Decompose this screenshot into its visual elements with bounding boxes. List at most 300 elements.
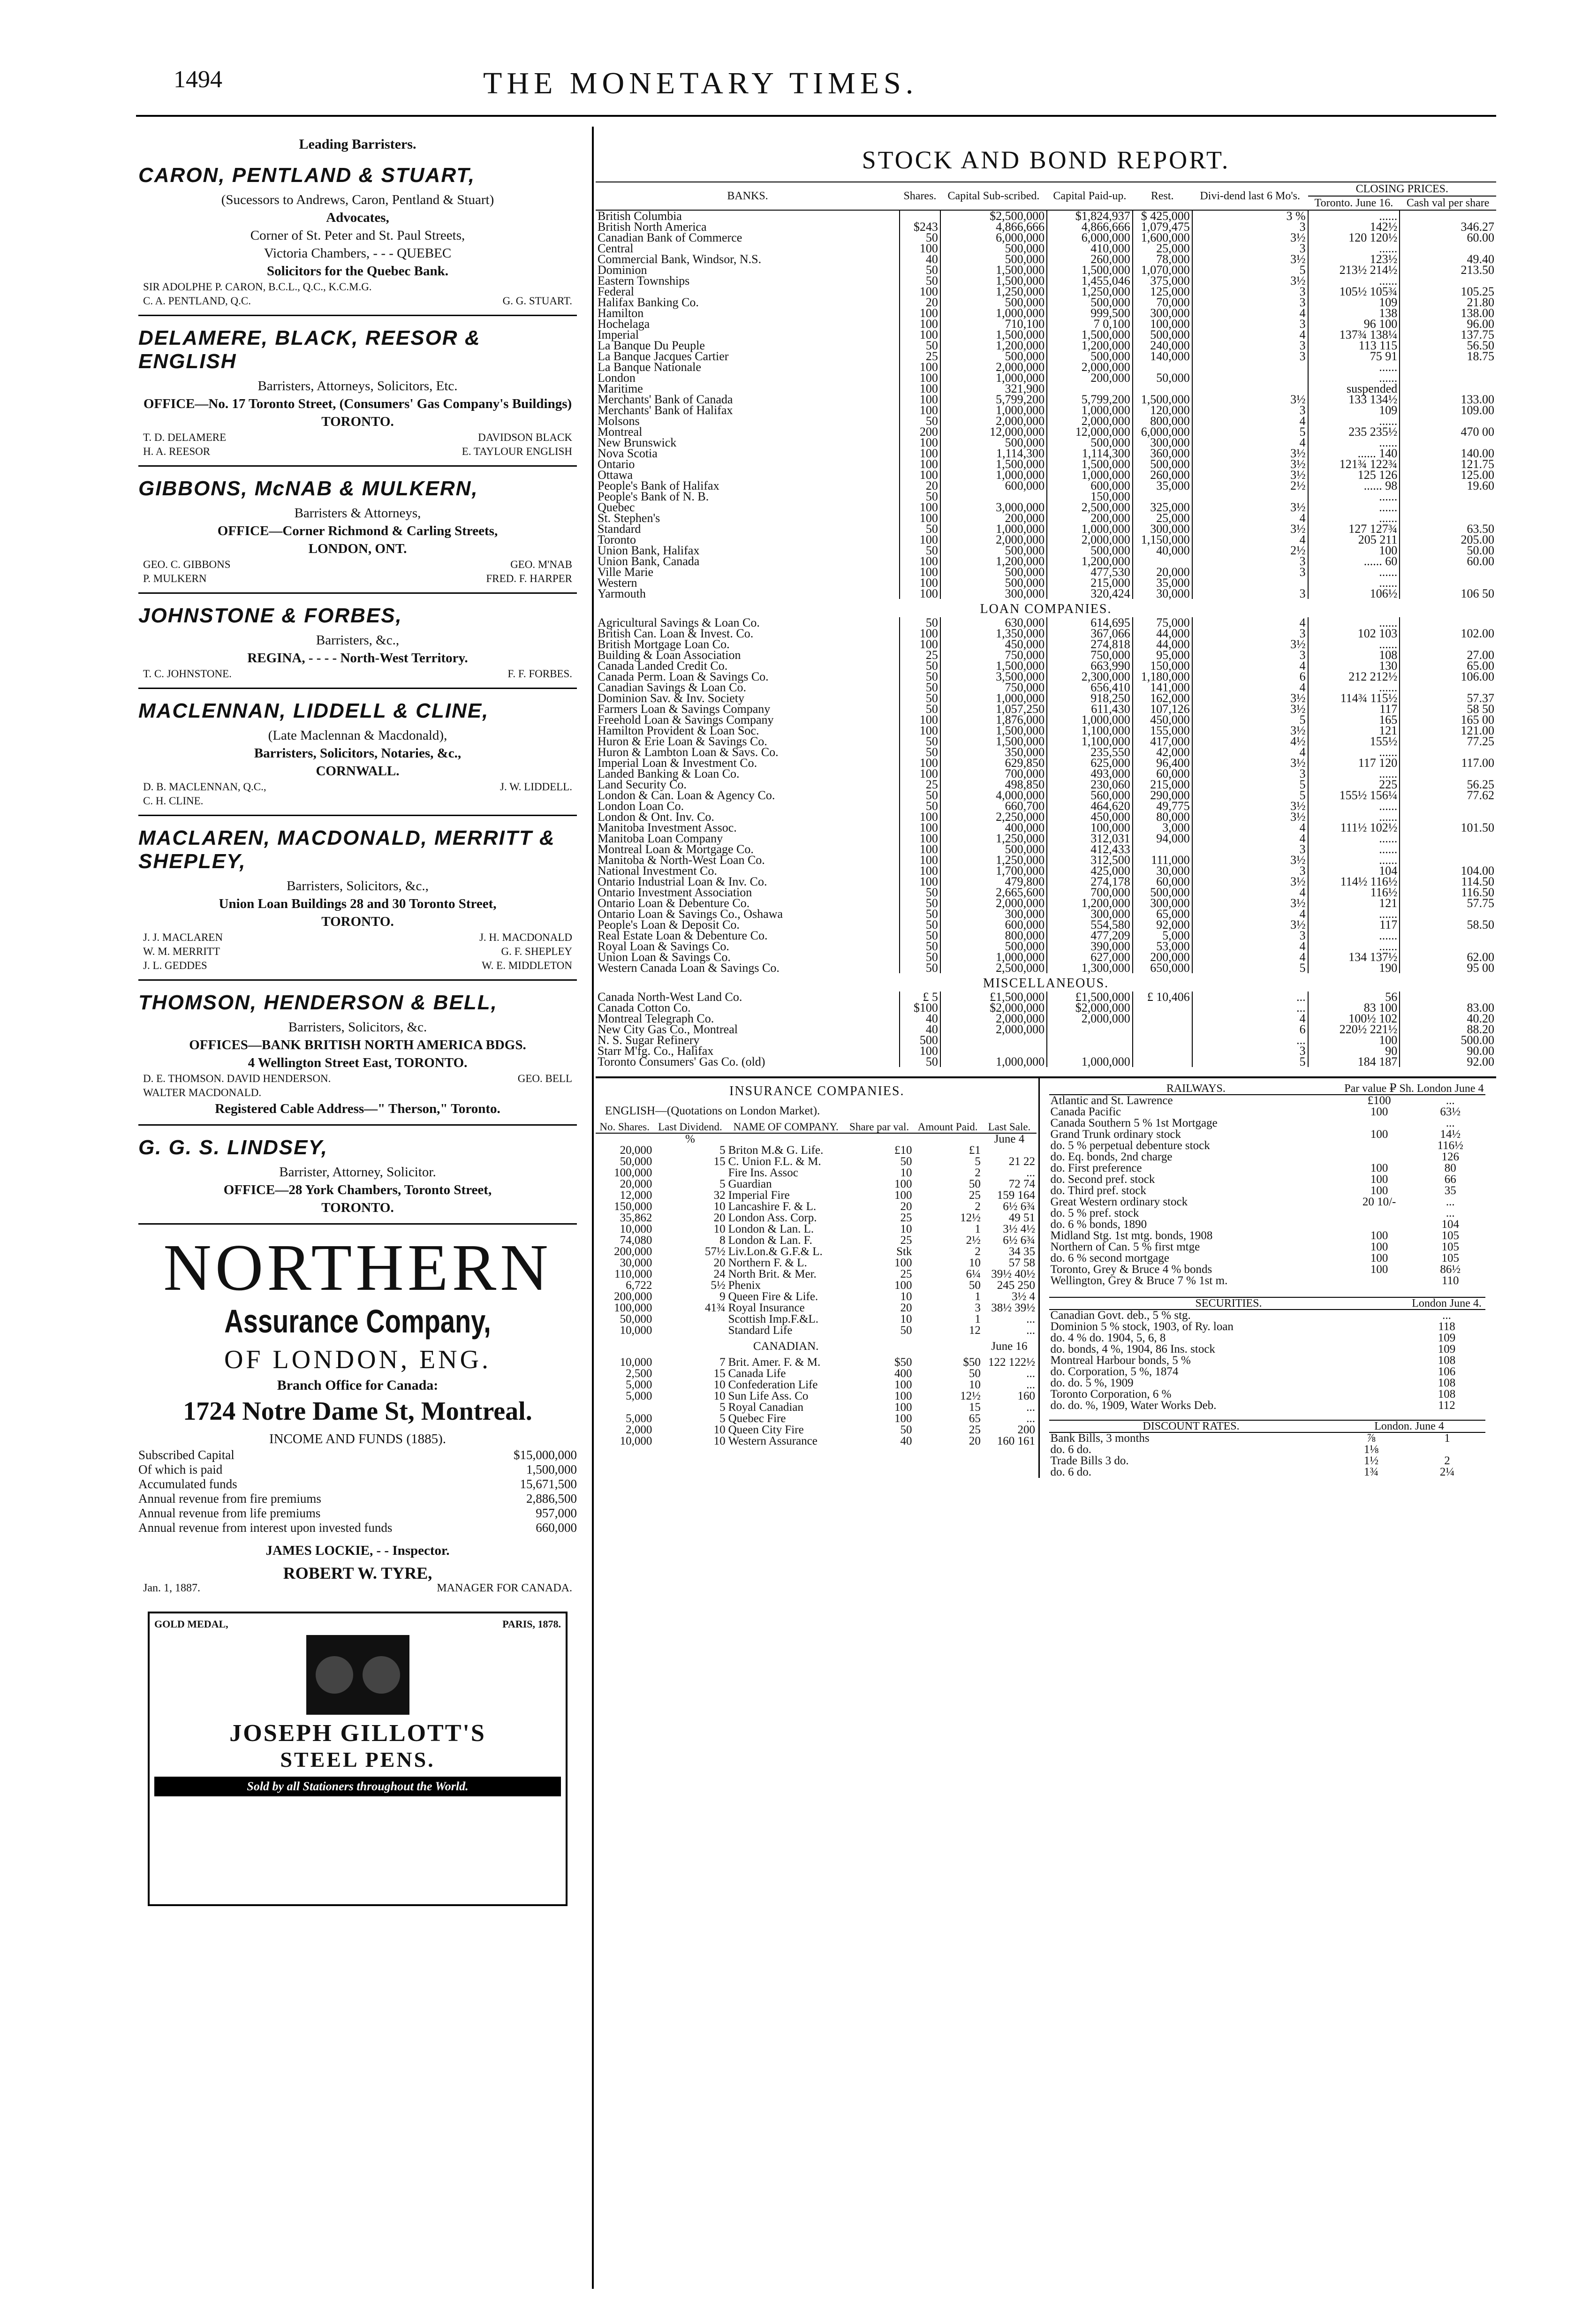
table-cell: 7 0,100	[1047, 318, 1133, 329]
table-cell: 116½	[1437, 1139, 1463, 1152]
table-cell: do. 6 do.	[1050, 1443, 1092, 1456]
table-cell: 750,000	[940, 650, 1047, 660]
table-cell: ...	[1192, 1035, 1308, 1045]
table-cell: 3	[1192, 650, 1308, 660]
insurance-row	[596, 1413, 1037, 1424]
table-cell	[653, 1314, 727, 1325]
table-cell: 117	[1308, 704, 1400, 714]
table-cell: 20	[900, 480, 940, 491]
table-cell: 320,424	[1047, 588, 1133, 599]
table-cell: 1,250,000	[940, 833, 1047, 844]
table-cell: 137.75	[1400, 329, 1496, 340]
table-cell: 100	[894, 1390, 912, 1402]
table-cell: 5	[1192, 962, 1308, 973]
table-cell: 58 50	[1400, 704, 1496, 714]
railway-row	[1049, 1106, 1485, 1118]
table-cell: ...... 60	[1308, 556, 1400, 567]
table-cell: 160 161	[997, 1435, 1035, 1447]
table-cell: 50	[969, 1279, 981, 1292]
table-cell: 100,000	[1047, 822, 1133, 833]
fund-value: $15,000,000	[514, 1448, 577, 1462]
canadian-title: CANADIAN.	[753, 1340, 819, 1353]
partner-row	[138, 1072, 577, 1086]
table-cell: 500,000	[1047, 437, 1133, 448]
table-cell: 25,000	[1133, 243, 1192, 254]
pct-sign: %	[685, 1133, 695, 1145]
table-cell: 50	[900, 898, 940, 908]
table-cell: 100	[894, 1279, 912, 1292]
table-cell	[1400, 801, 1496, 811]
discount-row	[1049, 1467, 1485, 1478]
table-cell: 50	[900, 491, 940, 502]
table-cell: 1,000,000	[1047, 469, 1133, 480]
table-cell: 417,000	[1133, 736, 1192, 747]
table-cell: 44,000	[1133, 639, 1192, 650]
misc-row	[596, 1024, 1496, 1035]
table-cell: Standard Life	[728, 1324, 793, 1337]
fund-value: 15,671,500	[520, 1477, 577, 1491]
table-cell: 2	[1444, 1454, 1450, 1467]
table-cell: 390,000	[1047, 941, 1133, 952]
loan-row	[596, 855, 1496, 865]
table-cell: 2½	[966, 1234, 981, 1247]
railway-row	[1049, 1118, 1485, 1129]
table-cell: 101.50	[1400, 822, 1496, 833]
table-cell: 500,000	[940, 297, 1047, 308]
table-cell: 88.20	[1400, 1024, 1496, 1035]
table-cell: 3	[1192, 768, 1308, 779]
partner-name: G. F. SHEPLEY	[501, 946, 572, 957]
insurance-row	[596, 1357, 1037, 1368]
table-cell: 2½	[1192, 545, 1308, 556]
table-cell: London Ass. Corp.	[728, 1211, 817, 1224]
table-cell: 4	[1192, 682, 1308, 693]
table-cell	[1343, 1151, 1415, 1163]
table-cell: 4,866,666	[940, 221, 1047, 232]
table-cell: 114.50	[1400, 876, 1496, 887]
table-cell: 1,100,000	[1047, 725, 1133, 736]
insurance-row	[596, 1145, 1037, 1156]
table-cell: 86½	[1440, 1263, 1461, 1276]
table-cell: Landed Banking & Loan Co.	[598, 767, 740, 780]
table-cell: 5	[719, 1401, 726, 1414]
table-cell: 400	[894, 1367, 912, 1380]
table-cell: Montreal Loan & Mortgage Co.	[598, 842, 754, 856]
table-cell: 20 10/-	[1362, 1196, 1396, 1208]
partner-name: P. MULKERN	[143, 573, 207, 584]
fund-row	[138, 1462, 577, 1477]
table-cell: 57 58	[1008, 1257, 1035, 1269]
table-cell: 477,530	[1047, 567, 1133, 577]
table-cell: 425,000	[1047, 865, 1133, 876]
bank-row	[596, 556, 1496, 567]
table-cell: £1,500,000	[1047, 992, 1133, 1002]
table-cell: 121	[1308, 725, 1400, 736]
table-cell: 141,000	[1133, 682, 1192, 693]
table-cell: 106½	[1308, 588, 1400, 599]
table-cell: 66	[1444, 1173, 1456, 1186]
table-cell: do. 5 % pref. stock	[1050, 1207, 1139, 1219]
table-cell: 96,400	[1133, 757, 1192, 768]
table-cell: 100	[900, 865, 940, 876]
firm-line: OFFICE—Corner Richmond & Carling Streets,	[217, 523, 498, 538]
table-cell: 3	[1192, 1045, 1308, 1056]
table-cell: 50	[900, 523, 940, 534]
insurance-row	[596, 1368, 1037, 1379]
table-cell: 50	[969, 1367, 981, 1380]
firm-name: JOHNSTONE & FORBES,	[138, 604, 402, 627]
table-cell: Toronto	[598, 533, 636, 546]
northern-name: NORTHERN	[163, 1230, 552, 1304]
table-cell: 213.50	[1400, 265, 1496, 275]
table-cell: ......	[1308, 844, 1400, 855]
table-cell: 1,000,000	[940, 469, 1047, 480]
table-cell: 3½ 4	[1012, 1290, 1035, 1303]
security-row	[1049, 1400, 1485, 1411]
insurance-row	[596, 1325, 1037, 1336]
table-cell: 100	[894, 1178, 912, 1190]
stock-report-title: STOCK AND BOND REPORT.	[862, 146, 1230, 174]
table-cell: 1,600,000	[1133, 232, 1192, 243]
table-cell: 498,850	[940, 779, 1047, 790]
table-cell: 10,000	[620, 1223, 652, 1235]
security-row	[1049, 1389, 1485, 1400]
table-cell	[1343, 1140, 1415, 1151]
partner-name: E. TAYLOUR ENGLISH	[462, 446, 572, 457]
table-cell: 100	[900, 437, 940, 448]
table-cell: 1,150,000	[1133, 534, 1192, 545]
table-cell: 25	[900, 351, 940, 362]
partner-row	[138, 959, 577, 973]
table-cell: 100	[900, 725, 940, 736]
table-cell: 3	[1192, 405, 1308, 416]
table-cell: 3	[1192, 351, 1308, 362]
northern-city: OF LONDON, ENG.	[224, 1345, 492, 1374]
table-cell: 412,433	[1047, 844, 1133, 855]
table-cell: 6½ 6¾	[1003, 1234, 1035, 1247]
security-row	[1049, 1321, 1485, 1332]
table-cell: 3	[1192, 297, 1308, 308]
table-cell: Canadian Bank of Commerce	[598, 231, 742, 244]
table-cell: People's Bank of N. B.	[598, 490, 709, 503]
table-cell: ...	[1026, 1367, 1035, 1380]
table-cell: 500,000	[1133, 459, 1192, 469]
table-cell: 100,000	[614, 1166, 652, 1179]
table-cell: 3,000,000	[940, 502, 1047, 513]
table-cell: C. Union F.L. & M.	[728, 1155, 821, 1168]
partner-name: GEO. M'NAB	[510, 559, 572, 570]
table-cell: 629,850	[940, 757, 1047, 768]
table-cell: 5,799,200	[1047, 394, 1133, 405]
table-cell: 100	[900, 513, 940, 523]
table-cell: 200,000	[1047, 372, 1133, 383]
table-cell: 230,060	[1047, 779, 1133, 790]
table-cell: 150,000	[1047, 491, 1133, 502]
table-cell: 50	[900, 736, 940, 747]
table-cell: 100	[900, 588, 940, 599]
fund-value: 1,500,000	[526, 1462, 577, 1476]
table-cell	[1343, 1275, 1415, 1287]
table-cell: ......	[1308, 577, 1400, 588]
table-cell: 5	[1192, 265, 1308, 275]
table-cell: 49 51	[1008, 1211, 1035, 1224]
bank-row	[596, 577, 1496, 588]
table-cell: ......	[1308, 682, 1400, 693]
table-cell: 21 22	[1008, 1155, 1035, 1168]
table-cell: 6,000,000	[1133, 426, 1192, 437]
firm-line: Barristers, Solicitors, &c.,	[287, 878, 429, 893]
table-cell: La Banque Nationale	[598, 360, 701, 374]
table-cell: 1,350,000	[940, 628, 1047, 639]
table-cell: Brit. Amer. F. & M.	[728, 1356, 821, 1369]
table-cell: 3	[1192, 556, 1308, 567]
insurance-row	[596, 1257, 1037, 1269]
security-row	[1049, 1355, 1485, 1366]
table-cell: 3	[1192, 221, 1308, 232]
table-cell: 1,200,000	[1047, 898, 1133, 908]
table-cell: 2,250,000	[940, 811, 1047, 822]
insurance-row	[596, 1402, 1037, 1413]
table-cell: New Brunswick	[598, 436, 677, 449]
table-cell: Huron & Lambton Loan & Savs. Co.	[598, 745, 779, 759]
table-cell	[596, 1402, 653, 1413]
firm-line: Victoria Chambers, - - - QUEBEC	[264, 246, 452, 261]
insurance-row	[596, 1269, 1037, 1280]
table-cell: 500,000	[940, 844, 1047, 855]
loan-row	[596, 930, 1496, 941]
table-cell: Stk	[896, 1245, 912, 1258]
table-cell: 62.00	[1400, 952, 1496, 962]
misc-row	[596, 1035, 1496, 1045]
table-cell: 200,000	[940, 513, 1047, 523]
table-cell: ...	[1026, 1324, 1035, 1337]
firm-line: REGINA, - - - - North-West Territory.	[247, 651, 468, 666]
table-cell: 125 126	[1308, 469, 1400, 480]
table-cell: 100	[894, 1412, 912, 1425]
barrister-card	[138, 694, 577, 816]
table-cell: 109	[1308, 297, 1400, 308]
discount-row	[1049, 1455, 1485, 1467]
table-cell	[1400, 567, 1496, 577]
table-cell: 12½	[960, 1390, 981, 1402]
table-cell: 10	[713, 1435, 726, 1447]
table-cell: La Banque Du Peuple	[598, 339, 705, 352]
table-cell: 200,000	[1047, 513, 1133, 523]
table-cell: 30,000	[1133, 865, 1192, 876]
table-cell: 200	[900, 426, 940, 437]
table-cell: 1,000,000	[940, 372, 1047, 383]
insurance-row	[596, 1379, 1037, 1391]
table-cell: 1,180,000	[1133, 671, 1192, 682]
table-cell: 50	[900, 704, 940, 714]
table-cell: 138	[1308, 308, 1400, 318]
table-cell: 20	[713, 1211, 726, 1224]
table-cell: 1,700,000	[940, 865, 1047, 876]
table-cell: 1,000,000	[940, 308, 1047, 318]
table-cell: 100	[900, 329, 940, 340]
table-cell: 40	[900, 1013, 940, 1024]
table-cell: Western Canada Loan & Savings Co.	[598, 961, 780, 975]
table-cell: 500,000	[1133, 329, 1192, 340]
table-cell: 80,000	[1133, 811, 1192, 822]
table-cell: 3	[1192, 865, 1308, 876]
table-cell: 60.00	[1400, 232, 1496, 243]
table-cell: British North America	[598, 220, 707, 234]
table-cell: 30,000	[1133, 588, 1192, 599]
table-cell: 3	[1192, 628, 1308, 639]
table-cell: 1,250,000	[1047, 286, 1133, 297]
table-cell: do. 6 % second mortgage	[1050, 1252, 1169, 1264]
fund-row	[138, 1521, 577, 1535]
table-cell: Maritime	[598, 382, 643, 395]
table-cell: 650,000	[1133, 962, 1192, 973]
table-cell: 100½ 102	[1308, 1013, 1400, 1024]
barrister-card	[138, 598, 577, 689]
table-cell: 4,000,000	[940, 790, 1047, 801]
table-cell: Montreal Telegraph Co.	[598, 1012, 714, 1025]
table-cell: 96.00	[1400, 318, 1496, 329]
table-cell: 235,550	[1047, 747, 1133, 757]
table-cell: 2,500,000	[940, 962, 1047, 973]
table-cell: 1,500,000	[1047, 459, 1133, 469]
table-cell: Lancashire F. & L.	[728, 1200, 817, 1213]
firm-line: TORONTO.	[321, 414, 394, 429]
partner-row	[138, 794, 577, 808]
table-cell: 100	[900, 318, 940, 329]
table-cell: 1,000,000	[1047, 714, 1133, 725]
table-cell: 300,000	[1047, 908, 1133, 919]
partner-name: DAVIDSON BLACK	[478, 431, 572, 443]
table-cell: 50	[900, 747, 940, 757]
insurance-row	[596, 1424, 1037, 1436]
col-par-value: Par value ₽ Sh.	[1343, 1083, 1415, 1095]
table-cell: 2,000,000	[940, 362, 1047, 372]
table-cell: ......	[1308, 833, 1400, 844]
table-cell: 10	[969, 1378, 981, 1391]
table-cell: 1,057,250	[940, 704, 1047, 714]
table-cell: £ 10,406	[1133, 992, 1192, 1002]
table-cell: Northern of Can. 5 % first mtge	[1050, 1241, 1200, 1253]
barrister-list	[138, 158, 577, 1225]
table-cell	[940, 1035, 1047, 1045]
fund-row	[138, 1506, 577, 1521]
table-cell: 5,000	[626, 1412, 652, 1425]
table-cell: 111½ 102½	[1308, 822, 1400, 833]
table-cell: 162,000	[1133, 693, 1192, 704]
table-cell: 5	[719, 1144, 726, 1157]
col-rail-london: London June 4	[1415, 1083, 1485, 1095]
table-cell: 80	[1444, 1162, 1456, 1174]
barrister-card	[138, 821, 577, 981]
table-cell: 300,000	[1133, 898, 1192, 908]
table-cell: 5½	[711, 1279, 726, 1292]
table-cell: Dominion Sav. & Inv. Society	[598, 691, 744, 705]
table-cell: ......	[1308, 747, 1400, 757]
table-cell	[1133, 1002, 1192, 1013]
table-cell: 65.00	[1400, 660, 1496, 671]
table-cell: Phenix	[728, 1279, 761, 1292]
table-cell: 3	[1192, 567, 1308, 577]
table-cell: 110	[1441, 1274, 1459, 1287]
table-cell: 3½	[1192, 639, 1308, 650]
table-cell	[1192, 362, 1308, 372]
table-cell: 12,000	[620, 1189, 652, 1202]
fund-label: Annual revenue from interest upon invested funds	[138, 1521, 393, 1535]
table-cell: 1,500,000	[940, 736, 1047, 747]
table-cell: 6,000,000	[1047, 232, 1133, 243]
firm-line: Barrister, Attorney, Solicitor.	[279, 1165, 436, 1180]
table-cell: 160	[1017, 1390, 1035, 1402]
table-cell: 663,990	[1047, 660, 1133, 671]
firm-line: LONDON, ONT.	[308, 541, 407, 556]
table-cell: $2,500,000	[940, 210, 1047, 221]
table-cell: 40	[900, 1024, 940, 1035]
table-cell: Central	[598, 242, 634, 255]
table-cell: 450,000	[1047, 811, 1133, 822]
table-cell: 3	[1192, 286, 1308, 297]
table-cell: 3 %	[1192, 210, 1308, 221]
table-cell: $2,000,000	[1047, 1002, 1133, 1013]
firm-line: Barristers & Attorneys,	[294, 506, 421, 521]
table-cell: 3½	[1192, 232, 1308, 243]
table-cell: 100	[900, 362, 940, 372]
railway-row	[1049, 1095, 1485, 1106]
col-ins-company: NAME OF COMPANY.	[727, 1121, 845, 1133]
cable-address: Registered Cable Address—" Therson," Toronto.	[215, 1101, 500, 1116]
table-cell: Briton M.& G. Life.	[728, 1144, 824, 1157]
table-cell: 1,070,000	[1133, 265, 1192, 275]
partner-name: D. B. MACLENNAN, Q.C.,	[143, 781, 266, 793]
table-cell: Canadian Savings & Loan Co.	[598, 681, 747, 694]
table-cell: 4	[1192, 941, 1308, 952]
table-cell: 300,000	[1133, 523, 1192, 534]
fund-row	[138, 1477, 577, 1491]
table-cell: Merchants' Bank of Canada	[598, 393, 733, 406]
northern-company: Assurance Company,	[224, 1303, 491, 1340]
table-cell: Union Bank, Halifax	[598, 544, 700, 557]
table-cell: Ontario Industrial Loan & Inv. Co.	[598, 875, 767, 888]
table-cell: 114¾ 115½	[1308, 693, 1400, 704]
railway-row	[1049, 1253, 1485, 1264]
table-cell: 60,000	[1133, 768, 1192, 779]
table-cell: 2,000,000	[1047, 534, 1133, 545]
table-cell: 21.80	[1400, 297, 1496, 308]
table-cell: 360,000	[1133, 448, 1192, 459]
railway-row	[1049, 1163, 1485, 1174]
table-cell: 3½ 4½	[1003, 1223, 1035, 1235]
table-cell: Wellington, Grey & Bruce 7 % 1st m.	[1050, 1274, 1228, 1287]
insurance-row	[596, 1179, 1037, 1190]
barrister-card	[138, 985, 577, 1126]
table-cell: Manitoba Investment Assoc.	[598, 821, 737, 834]
table-cell: 3	[1192, 588, 1308, 599]
table-cell: 25,000	[1133, 513, 1192, 523]
table-cell: 3½	[1192, 801, 1308, 811]
table-cell: London & Ont. Inv. Co.	[598, 810, 714, 824]
table-cell: 450,000	[1133, 714, 1192, 725]
table-cell: 4	[1192, 747, 1308, 757]
table-cell: 1,500,000	[940, 265, 1047, 275]
securities-title: SECURITIES.	[1049, 1297, 1408, 1310]
security-row	[1049, 1344, 1485, 1355]
table-cell: 8	[719, 1234, 726, 1247]
table-cell: 5	[1192, 779, 1308, 790]
table-cell: 274,818	[1047, 639, 1133, 650]
table-cell: Toronto Corporation, 6 %	[1050, 1388, 1172, 1400]
table-cell: 42,000	[1133, 747, 1192, 757]
inspector-line: JAMES LOCKIE, - - Inspector.	[265, 1543, 450, 1558]
col-ins-paid: Amount Paid.	[913, 1121, 982, 1133]
